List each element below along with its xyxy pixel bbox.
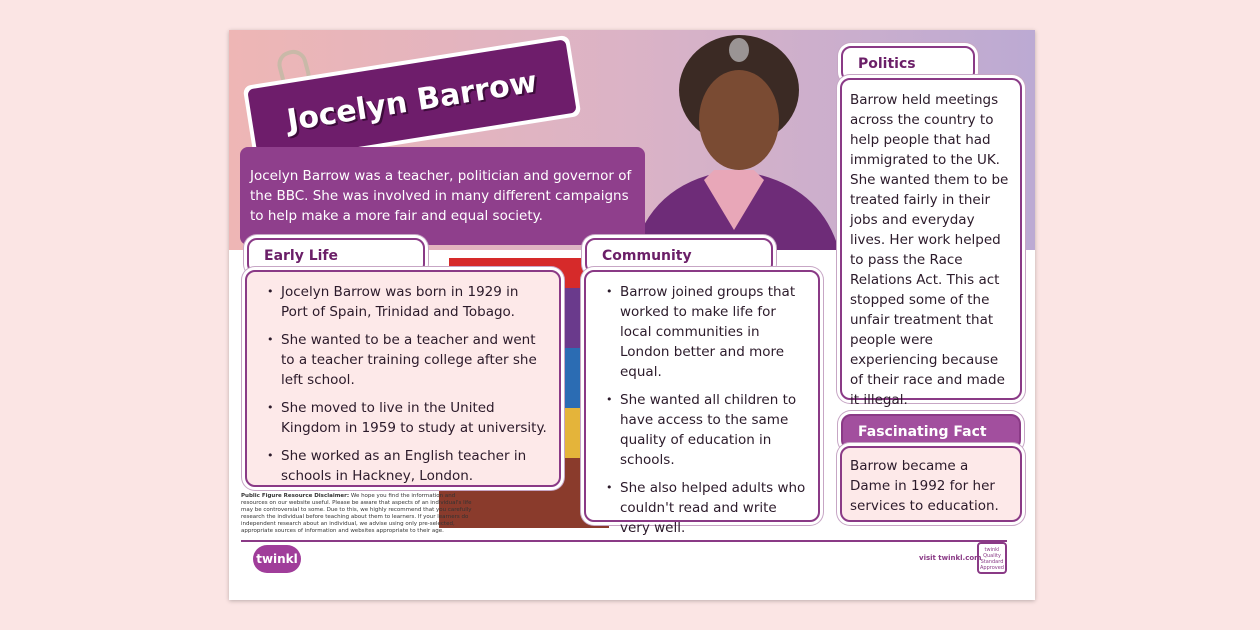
community-heading: Community <box>585 238 773 274</box>
list-item: • Jocelyn Barrow was born in 1929 in Port of Spain, Trinidad and Tobago. <box>267 282 549 322</box>
disclaimer <box>241 493 481 535</box>
community-box <box>584 270 820 536</box>
list-item: • She moved to live in the United Kingdom in 1959 to study at university. <box>267 398 549 438</box>
list-item: • She wanted all children to have access to the same quality of education in schools. <box>606 390 808 470</box>
quality-badge: twinkl Quality Standard Approved <box>977 542 1007 574</box>
early-life-box <box>245 270 561 487</box>
fascinating-fact-heading: Fascinating Fact <box>841 414 1021 450</box>
politics-heading: Politics <box>841 46 975 82</box>
page-title: Jocelyn Barrow <box>247 39 577 162</box>
intro-text: Jocelyn Barrow was a teacher, politician and governor of the BBC. She was involved in many different campaigns to help make a more fair and equal society. <box>240 147 645 245</box>
fact-box: Barrow became a Dame in 1992 for her services to education. <box>840 446 1022 522</box>
footer-divider <box>241 540 1007 542</box>
fact-card <box>229 30 1035 600</box>
list-item: • She also helped adults who couldn't read and write very well. <box>606 478 808 538</box>
list-item: • She worked as an English teacher in schools in Hackney, London. <box>267 446 549 486</box>
visit-link[interactable]: visit twinkl.com <box>919 554 982 562</box>
politics-box: Barrow held meetings across the country to help people that had immigrated to the UK. She wanted them to be treated fairly in their jobs and everyday lives. Her work helped to pass the Race Relations Act. This act stopped some of the unfair treatment that people were experiencing because of their race and made it illegal. <box>840 78 1022 400</box>
portrait-illustration <box>634 30 839 250</box>
twinkl-logo[interactable]: twinkl <box>253 545 301 573</box>
disclaimer-label: Public Figure Resource Disclaimer: <box>241 493 350 499</box>
list-item: • Barrow joined groups that worked to make life for local communities in London better and more equal. <box>606 282 808 382</box>
early-life-heading: Early Life <box>247 238 425 274</box>
list-item: • She wanted to be a teacher and went to a teacher training college after she left school. <box>267 330 549 390</box>
disclaimer-text: We hope you find the information and resources on our website useful. Please be aware that aspects of an individual's life may be controversial to some. Due to this, we highly recommend that you carefully research the individual before teaching about them to learners. If your learners do independent research about an individual, we advise using only pre-selected, appropriate sources of information and websites appropriate to their age. <box>241 493 472 534</box>
